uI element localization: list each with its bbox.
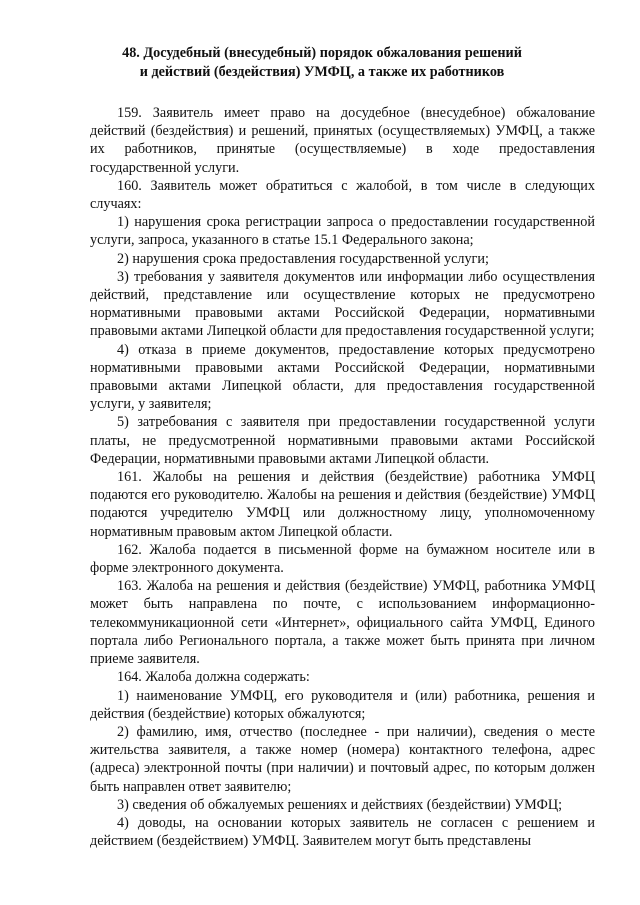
- paragraph-160-item-3: 3) требования у заявителя документов или информации либо осуществления действий, представление или осуществление которых не предусмотрено нормативными правовыми актами Российской Федерации, нормативными правовыми актами Липецкой области для предоставления государственной услуги;: [90, 268, 595, 340]
- paragraph-160: 160. Заявитель может обратиться с жалобой, в том числе в следующих случаях:: [90, 177, 595, 213]
- paragraph-159: 159. Заявитель имеет право на досудебное (внесудебное) обжалование действий (бездействия) и решений, принятых (осуществляемых) УМФЦ, а также их работников, принятые (осуществляемые) в ходе предоставления государственной услуги.: [90, 105, 595, 176]
- paragraph-160-item-2: 2) нарушения срока предоставления государственной услуги;: [117, 250, 489, 267]
- section-heading: [92, 44, 552, 82]
- heading-line-2: и действий (бездействия) УМФЦ, а также их работников: [139, 64, 505, 80]
- paragraph-164-item-1: 1) наименование УМФЦ, его руководителя и (или) работника, решения и действия (бездействие) которых обжалуются;: [90, 687, 595, 722]
- paragraph-160-item-1: 1) нарушения срока регистрации запроса о предоставлении государственной услуги, запроса, указанного в статье 15.1 Федерального закона;: [90, 214, 595, 249]
- heading-line-1: 48. Досудебный (внесудебный) порядок обжалования решений: [122, 45, 522, 61]
- paragraph-164-item-3: 3) сведения об обжалуемых решениях и действиях (бездействии) УМФЦ;: [117, 796, 563, 813]
- paragraph-160-item-5: 5) затребования с заявителя при предоставлении государственной услуги платы, не предусмотренной нормативными правовыми актами Российской Федерации, нормативными правовыми актами Липецкой области.: [90, 414, 595, 467]
- paragraph-161: 161. Жалобы на решения и действия (бездействие) работника УМФЦ подаются его руководителю. Жалобы на решения и действия (бездействие) УМФЦ подаются учредителю УМФЦ или должностному лицу, уполномоченному нормативным правовым актом Липецкой области.: [90, 469, 595, 540]
- paragraph-164: 164. Жалоба должна содержать:: [117, 669, 310, 686]
- document-body: [90, 104, 595, 850]
- paragraph-163: 163. Жалоба на решения и действия (бездействие) УМФЦ, работника УМФЦ может быть направлена по почте, с использованием информационно-телекоммуникационной сети «Интернет», официального сайта УМФЦ, Единого портала либо Регионального портала, а также может быть принята при личном приеме заявителя.: [90, 578, 595, 668]
- paragraph-164-item-4: 4) доводы, на основании которых заявитель не согласен с решением и действием (бездействием) УМФЦ. Заявителем могут быть представлены: [90, 814, 595, 850]
- paragraph-162: 162. Жалоба подается в письменной форме на бумажном носителе или в форме электронного документа.: [90, 541, 595, 577]
- paragraph-164-item-2: 2) фамилию, имя, отчество (последнее - при наличии), сведения о месте жительства заявителя, а также номер (номера) контактного телефона, адрес (адреса) электронной почты (при наличии) и почтовый адрес, по которым должен быть направлен ответ заявителю;: [90, 723, 595, 795]
- paragraph-160-item-4: 4) отказа в приеме документов, предоставление которых предусмотрено нормативными правовыми актами Российской Федерации, нормативными правовыми актами Липецкой области, для предоставления государственной услуги, у заявителя;: [90, 341, 595, 413]
